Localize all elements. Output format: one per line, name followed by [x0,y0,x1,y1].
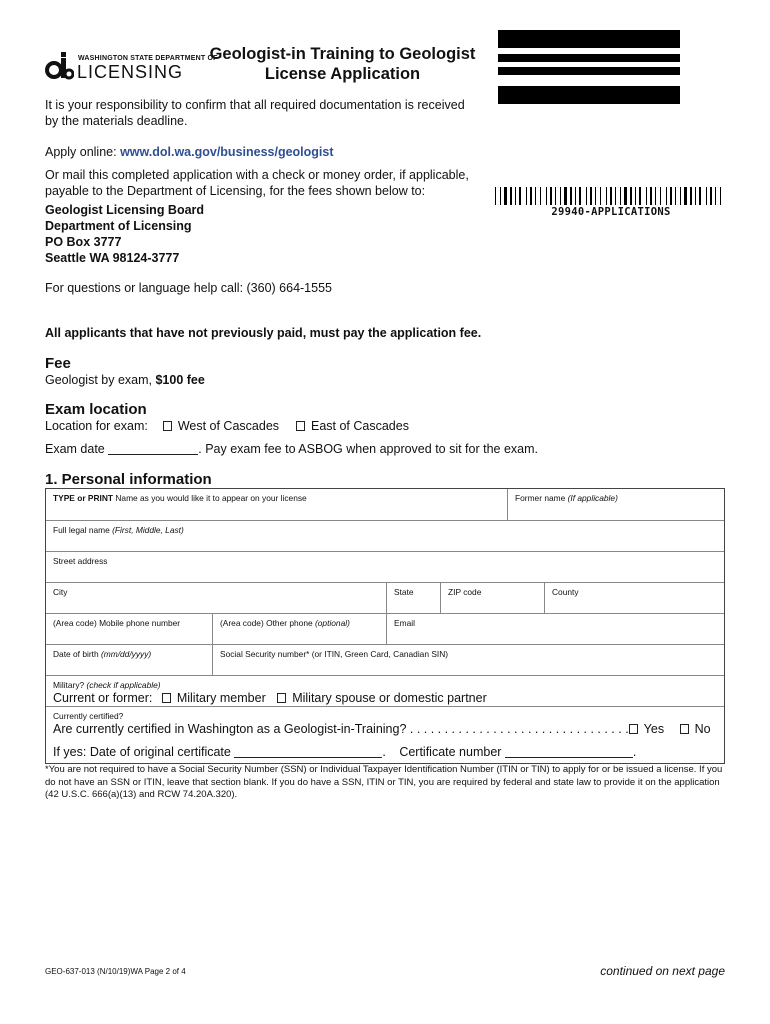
personal-info-table [45,488,725,764]
city-field[interactable]: City [53,587,68,597]
military-row: Military? (check if applicable) Current or former: Military member Military spouse or domestic partner [46,675,724,707]
fee-heading: Fee [45,355,71,372]
exam-location-heading: Exam location [45,401,147,418]
certified-no-checkbox[interactable] [680,724,689,734]
certified-no-label: No [694,722,711,736]
ssn-footnote: *You are not required to have a Social Security Number (SSN) or Individual Taxpayer Identification Number (ITIN or TIN) to apply for or be issued a license. If you do not have an SSN or ITIN, leave that section blank. If you do have a SSN, ITIN or TIN, you are required by federal and state law to provide it on the application (42 U.S.C. 666(a)(13) and RCW 74.20A.320). [45,764,723,800]
ssn-field[interactable]: Social Security number* (or ITIN, Green Card, Canadian SIN) [212,645,725,676]
dol-logo-icon [44,52,74,80]
certificate-details-line: If yes: Date of original certificate . Certificate number . [53,745,637,759]
form-code: GEO-637-013 (N/10/19)WA Page 2 of 4 [45,967,186,976]
date-of-birth-field[interactable]: Date of birth (mm/dd/yyyy) [53,649,152,659]
military-member-label: Military member [176,691,266,705]
form-title [190,44,495,84]
certificate-number-field[interactable] [505,745,633,758]
original-certificate-date-field[interactable] [234,745,382,758]
other-phone-field[interactable]: (Area code) Other phone (optional) [212,614,387,645]
certified-question-line [53,722,711,736]
military-options [53,691,487,705]
barcode-label: 29940-APPLICATIONS [551,206,671,218]
apply-online-label: Apply online: [45,145,121,159]
full-legal-name-field[interactable]: Full legal name (First, Middle, Last) [53,525,184,535]
certified-question: Are currently certified in Washington as a Geologist-in-Training? . . . . . . . . . . . . . . . . . . . . . . . . . . . . . . . . [53,722,629,736]
mailing-address: Geologist Licensing Board Department of Licensing PO Box 3777 Seattle WA 98124-3777 [45,203,205,265]
certificate-number-label: Certificate number [399,745,502,759]
fee-amount: $100 fee [155,373,205,387]
street-address-field[interactable]: Street address [53,556,108,566]
certified-row: Currently certified? Are currently certified in Washington as a Geologist-in-Training? . . . . . . . . . . . . . . . . . . . . . . . . . . . . . . . . Yes No If yes: Date of original certificate . Certificate number . [46,706,724,765]
name-row [46,489,724,520]
county-field[interactable]: County [544,583,725,614]
west-checkbox[interactable] [163,421,172,431]
certified-yes-checkbox[interactable] [629,724,638,734]
street-row [46,551,724,583]
dol-logo [44,48,218,82]
mail-instructions: Or mail this completed application with a check or money order, if applicable, payable to the Department of Licensing, for the fees shown below to: [45,168,469,198]
certified-yes-label: Yes [643,722,665,736]
exam-date-suffix: . Pay exam fee to ASBOG when approved to sit for the exam. [198,442,539,456]
title-line-1: Geologist-in Training to Geologist [209,45,476,63]
original-certificate-date-label: If yes: Date of original certificate [53,745,231,759]
office-use-stripe [498,30,680,48]
responsibility-text: It is your responsibility to confirm that all required documentation is received by the materials deadline. [45,98,465,128]
email-field[interactable]: Email [386,614,725,645]
mobile-phone-field[interactable]: (Area code) Mobile phone number [53,618,181,628]
dob-row [46,644,724,676]
military-spouse-label: Military spouse or domestic partner [292,691,487,705]
continued-note: continued on next page [600,964,725,978]
location-label: Location for exam: [45,419,148,433]
state-field[interactable]: State [386,583,441,614]
personal-info-heading: 1. Personal information [45,471,212,488]
exam-date-field[interactable] [108,442,198,455]
office-use-stripe [498,67,680,75]
east-checkbox[interactable] [296,421,305,431]
exam-location-row [45,418,409,434]
apply-online-line [45,144,334,160]
former-name-field[interactable]: Former name (If applicable) [507,489,725,520]
help-line: For questions or language help call: (360) 664-1555 [45,281,332,295]
agency-line: WASHINGTON STATE DEPARTMENT OF [78,55,218,62]
fee-notice: All applicants that have not previously paid, must pay the application fee. [45,326,482,340]
name-field[interactable]: TYPE or PRINT Name as you would like it to appear on your license [53,493,307,503]
military-spouse-checkbox[interactable] [277,693,286,703]
west-label: West of Cascades [177,419,280,433]
agency-name: LICENSING [77,62,184,82]
office-use-stripe [498,86,680,104]
fee-line: Geologist by exam, $100 fee [45,373,205,387]
title-line-2: License Application [264,65,421,83]
office-use-stripe [498,54,680,62]
east-label: East of Cascades [310,419,409,433]
military-member-checkbox[interactable] [162,693,171,703]
barcode-image [495,187,727,207]
zip-field[interactable]: ZIP code [440,583,545,614]
city-row [46,582,724,614]
phone-row [46,613,724,645]
exam-date-label: Exam date [45,442,105,456]
current-or-former-label: Current or former: [53,691,153,705]
apply-online-link[interactable]: www.dol.wa.gov/business/geologist [120,145,334,159]
full-legal-name-row [46,520,724,552]
exam-date-row [45,441,538,457]
